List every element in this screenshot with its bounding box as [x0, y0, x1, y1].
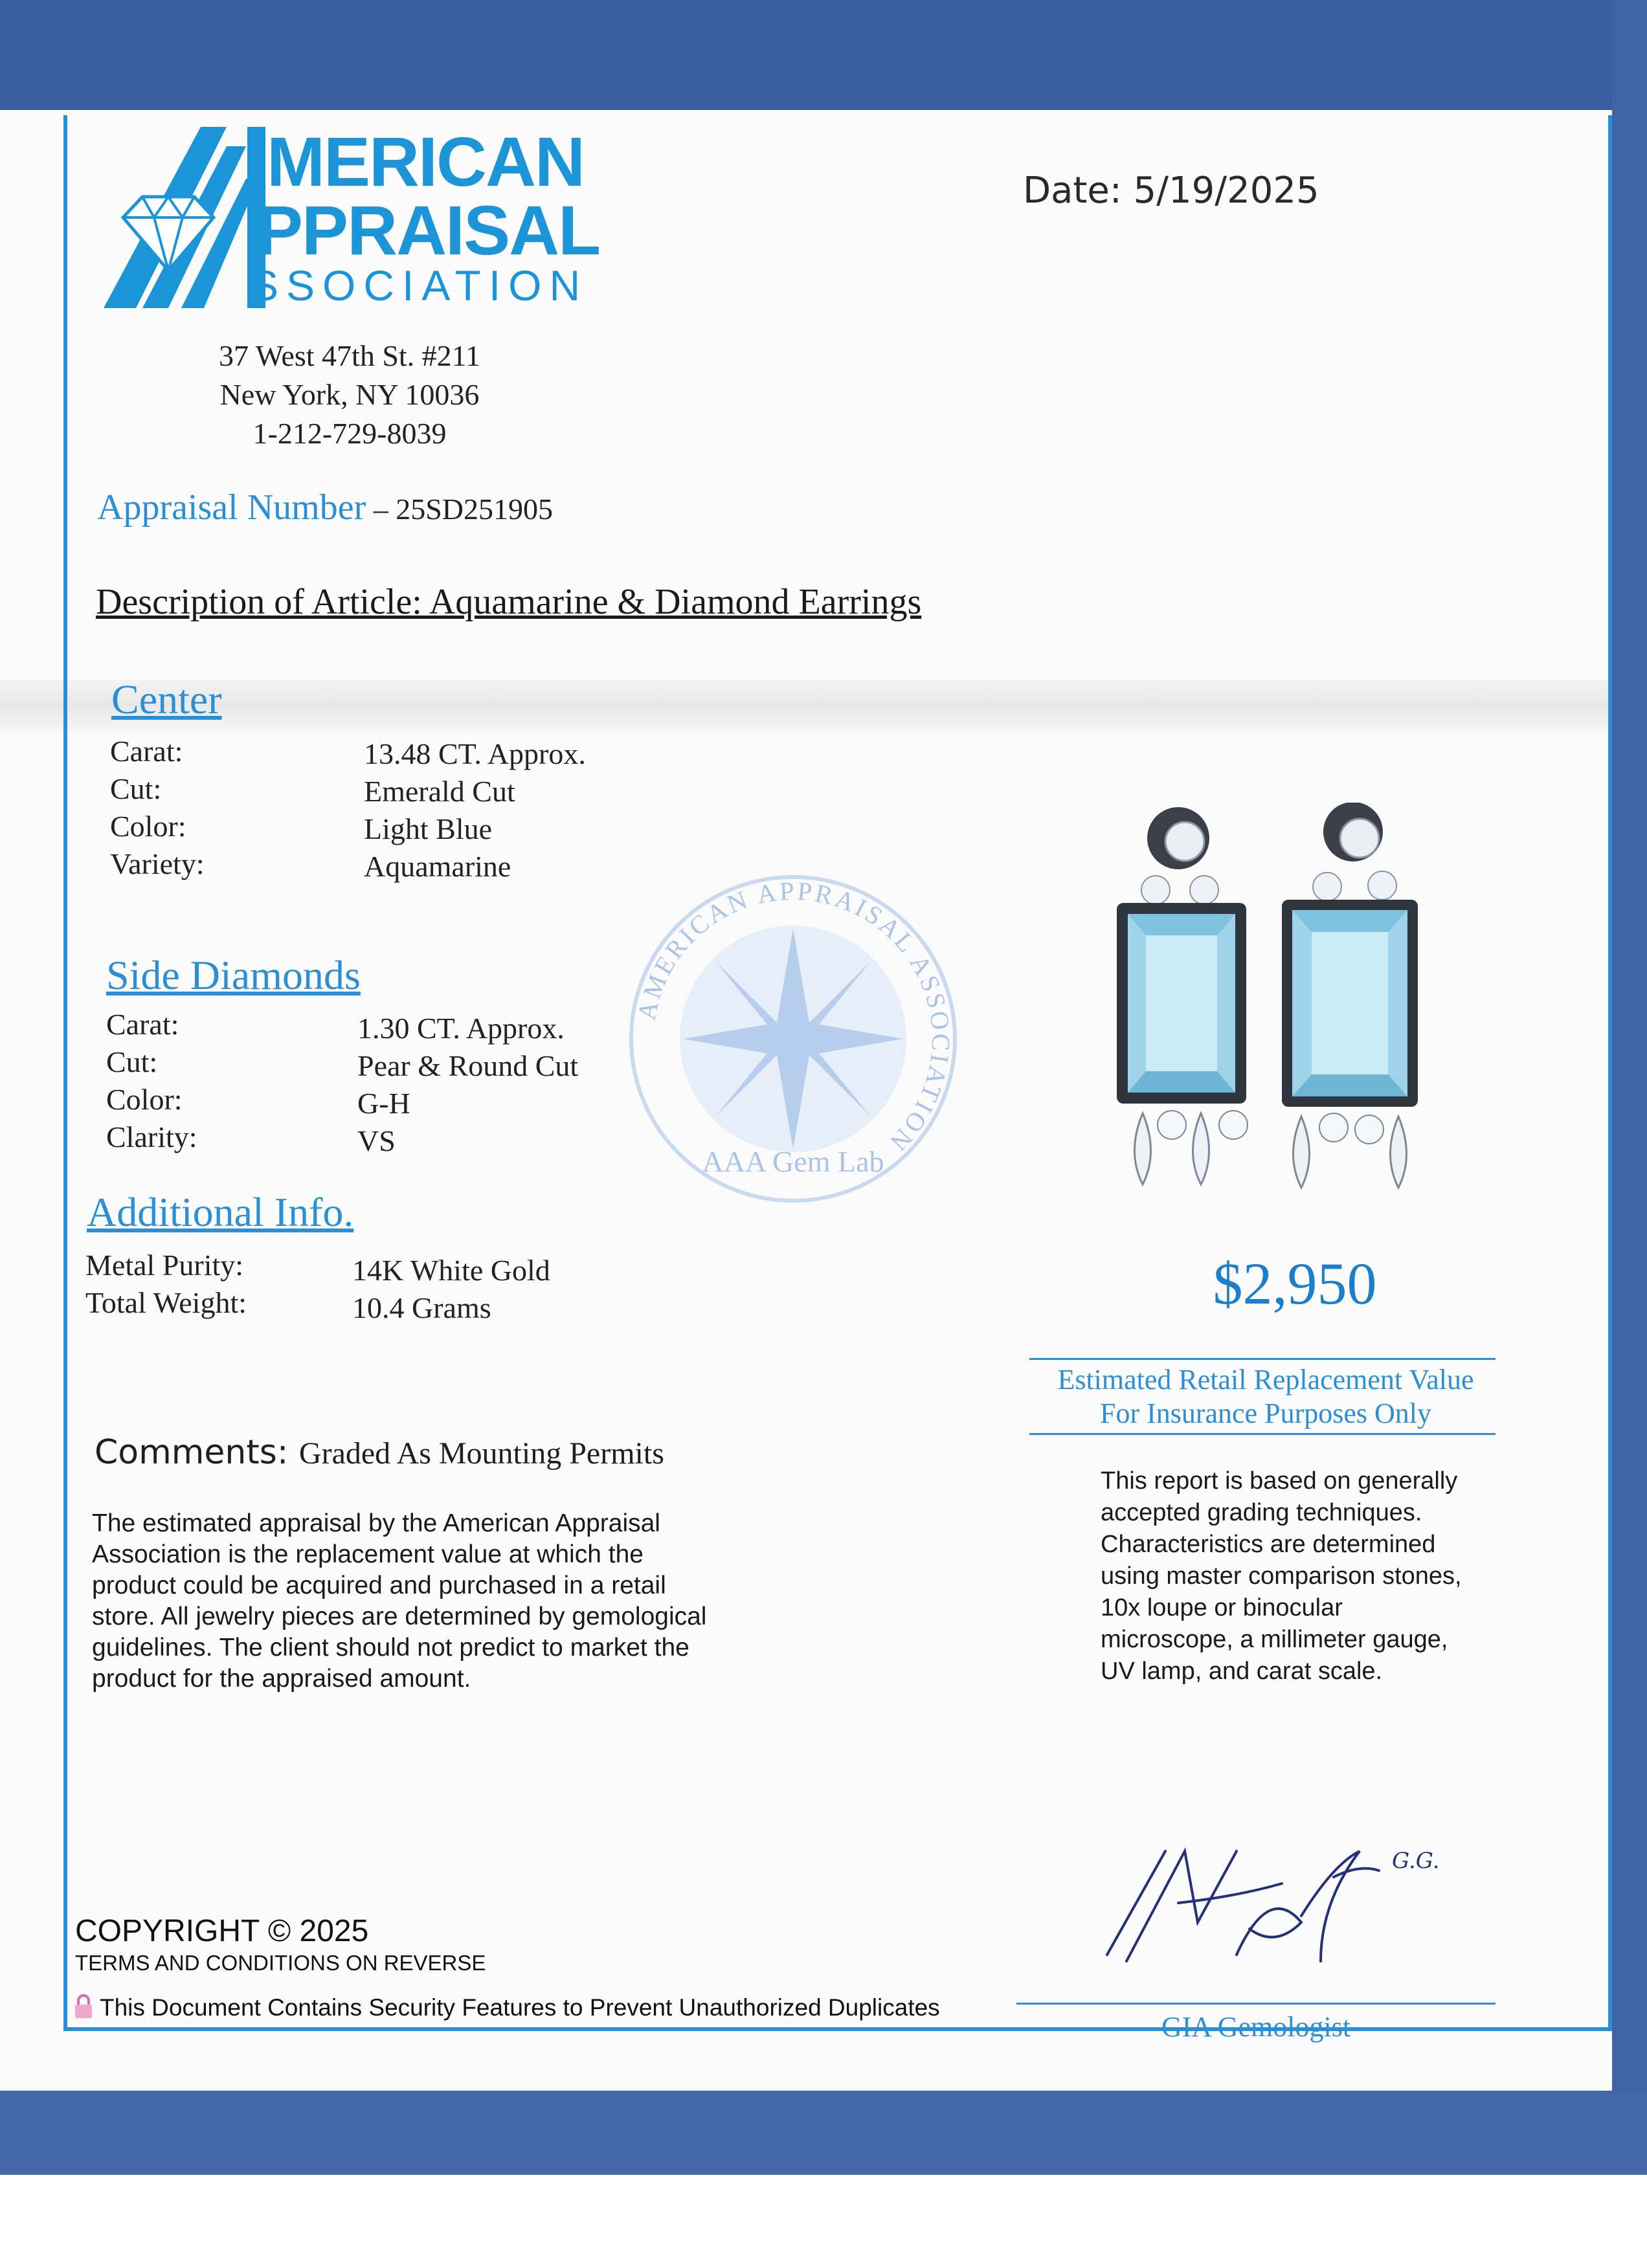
estimate-caption-line2: For Insurance Purposes Only — [1099, 1397, 1432, 1429]
side-diamonds-value: G-H — [357, 1087, 410, 1120]
side-diamonds-labels — [106, 1006, 197, 1156]
center-value: Aquamarine — [364, 850, 511, 883]
seal-ring-text: AMERICAN APPRAISAL ASSOCIATION — [631, 876, 956, 1159]
scan-background-top — [0, 0, 1647, 123]
section-title-side-diamonds: Side Diamonds — [106, 952, 361, 998]
side-diamonds-label: Cut: — [106, 1045, 158, 1078]
address-phone: 1-212-729-8039 — [252, 417, 447, 450]
seal-bottom-text: AAA Gem Lab — [702, 1145, 884, 1178]
association-logo — [97, 120, 609, 315]
copyright: COPYRIGHT © 2025 — [75, 1914, 369, 1948]
side-diamonds-label: Color: — [106, 1083, 183, 1116]
address-city: New York, NY 10036 — [219, 378, 480, 411]
lock-icon — [74, 1994, 93, 2019]
scan-margin-bottom — [0, 2175, 1647, 2268]
center-label: Variety: — [110, 847, 205, 880]
additional-labels — [85, 1247, 247, 1322]
earring-left — [1117, 807, 1248, 1184]
article-description: Description of Article: Aquamarine & Diamond Earrings — [96, 582, 922, 622]
report-note: This report is based on generally accepted grading techniques. Characteristics are determined using master comparison stones, 10x loupe or binocular microscope, a millimeter gauge, UV lamp, and carat scale. — [1101, 1467, 1462, 1685]
side-diamonds-values — [357, 1010, 578, 1160]
scan-background-bottom — [0, 2091, 1647, 2175]
center-labels — [110, 733, 205, 883]
signature-rule — [1016, 2003, 1496, 2005]
gemologist-signature — [1088, 1825, 1450, 1974]
center-values — [364, 735, 586, 885]
address-street: 37 West 47th St. #211 — [219, 339, 480, 372]
comments-value: Graded As Mounting Permits — [298, 1436, 664, 1471]
appraisal-disclaimer: The estimated appraisal by the American Appraisal Association is the replacement value at which the product could be acquired and purchased in a retail store. All jewelry pieces are determined by gemological guidelines. The client should not predict to market the product for the appraised amount. — [92, 1509, 707, 1693]
security-notice — [74, 1994, 940, 2021]
address-block — [181, 337, 518, 453]
center-label: Carat: — [110, 735, 183, 768]
side-diamonds-value: VS — [357, 1124, 396, 1157]
estimate-caption — [1023, 1363, 1508, 1430]
side-diamonds-label: Clarity: — [106, 1120, 197, 1153]
logo-word-merican: MERICAN — [267, 122, 584, 201]
logo-word-ppraisal: PPRAISAL — [256, 191, 600, 269]
appraised-value: $2,950 — [1213, 1251, 1377, 1317]
center-value: Emerald Cut — [364, 775, 515, 808]
appraisal-number-label: Appraisal Number — [97, 487, 366, 528]
section-title-additional-info: Additional Info. — [87, 1189, 354, 1235]
side-diamonds-label: Carat: — [106, 1008, 179, 1041]
center-label: Color: — [110, 810, 186, 843]
comments-label: Comments: — [95, 1433, 289, 1472]
terms-notice: TERMS AND CONDITIONS ON REVERSE — [75, 1951, 486, 1975]
side-diamonds-value: Pear & Round Cut — [357, 1049, 579, 1082]
additional-value: 10.4 Grams — [352, 1291, 491, 1324]
earring-right — [1282, 803, 1418, 1188]
logo-word-ssociation: SSOCIATION — [250, 261, 588, 309]
side-diamonds-value: 1.30 CT. Approx. — [357, 1012, 565, 1045]
security-notice-text: This Document Contains Security Features to Prevent Unauthorized Duplicates — [100, 1994, 940, 2021]
gem-lab-seal — [622, 867, 965, 1210]
additional-label: Total Weight: — [85, 1286, 247, 1319]
section-title-center: Center — [111, 676, 222, 722]
signature-initials: G.G. — [1392, 1848, 1440, 1874]
additional-values — [352, 1252, 550, 1327]
scan-background-right — [1612, 0, 1647, 2175]
center-value: Light Blue — [364, 812, 493, 845]
estimate-caption-line1: Estimated Retail Replacement Value — [1057, 1364, 1474, 1395]
center-value: 13.48 CT. Approx. — [364, 737, 586, 770]
appraisal-number — [97, 487, 553, 528]
additional-value: 14K White Gold — [352, 1254, 550, 1287]
additional-label: Metal Purity: — [85, 1249, 244, 1282]
comments — [95, 1433, 664, 1472]
earrings-photo — [1094, 803, 1444, 1217]
estimate-rule-bottom — [1029, 1433, 1496, 1435]
center-label: Cut: — [110, 772, 162, 805]
appraisal-number-value: – 25SD251905 — [366, 493, 554, 526]
certificate-date: Date: 5/19/2025 — [1023, 170, 1319, 212]
signature-title: GIA Gemologist — [1161, 2011, 1351, 2043]
estimate-rule-top — [1029, 1358, 1496, 1360]
